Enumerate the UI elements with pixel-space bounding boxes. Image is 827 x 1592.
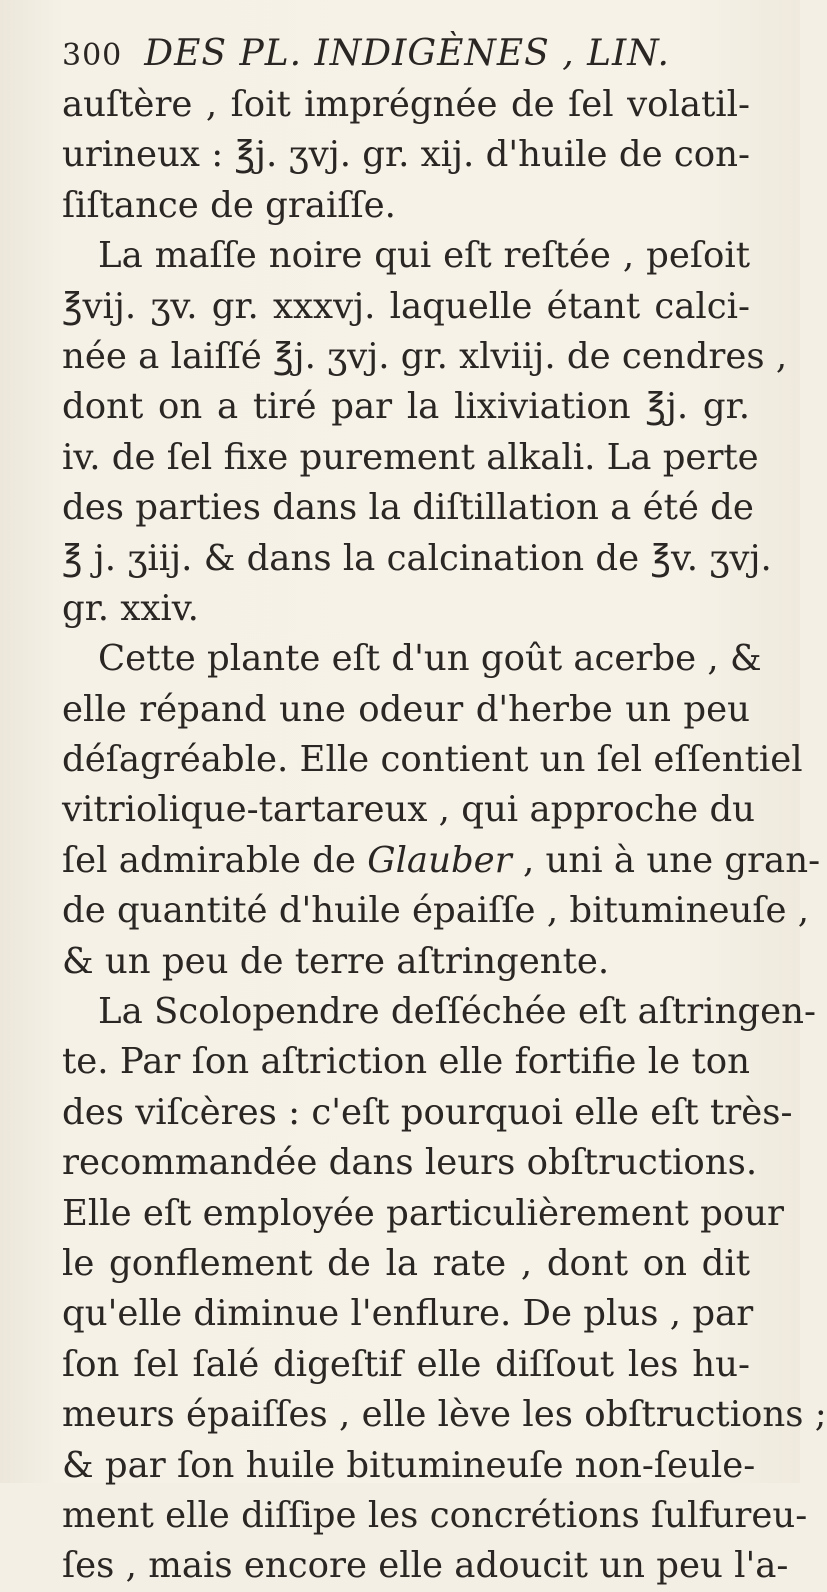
text-line: ℥vij. ʒv. gr. xxxvj. laquelle étant calci- [62,285,750,327]
text-line: des parties dans la diſtillation a été de [62,487,754,529]
text-line: Elle eſt employée particulièrement pour [62,1192,785,1234]
text-line: La Scolopendre deſſéchée eſt aſtringen- [98,991,817,1033]
text-line: elle répand une odeur d'herbe un peu [62,688,750,730]
text-line: meurs épaiſſes , elle lève les obſtructions ; [62,1394,827,1436]
running-title: DES PL. INDIGÈNES , LIN. [144,33,670,74]
text-line: ſiſtance de graiſſe. [62,184,396,226]
text-line: Cette plante eſt d'un goût acerbe , & [98,638,762,680]
text-line: & un peu de terre aſtringente. [62,940,610,982]
text-line: vitriolique-tartareux , qui approche du [62,789,756,831]
text-line: ſel admirable de Glauber , uni à une gran- [62,839,821,881]
text-line: ℥ j. ʒiij. & dans la calcination de ℥v. ʒvj. [62,537,772,579]
text-line: le gonflement de la rate , dont on dit [62,1242,750,1284]
text-line: ſon ſel ſalé digeſtif elle diſſout les hu- [62,1343,750,1385]
text-line: des viſcères : c'eſt pourquoi elle eſt très- [62,1091,793,1133]
text-line: te. Par ſon aſtriction elle fortifie le ton [62,1041,750,1083]
text-line: gr. xxiv. [62,587,199,629]
body-text [62,80,827,1592]
text-line: déſagréable. Elle contient un ſel eſſentiel [62,739,803,781]
text-line: ment elle diſſipe les concrétions ſulfureu- [62,1494,808,1536]
text-line: La maſſe noire qui eſt reſtée , peſoit [98,235,750,277]
text-line: iv. de ſel fixe purement alkali. La perte [62,436,759,478]
running-header [62,30,750,80]
text-line: urineux : ℥j. ʒvj. gr. xij. d'huile de con- [62,134,750,176]
text-line: recommandée dans leurs obſtructions. [62,1142,758,1184]
page-number: 300 [62,38,123,73]
text-line: & par ſon huile bitumineuſe non-ſeule- [62,1444,756,1486]
text-line: de quantité d'huile épaiſſe , bitumineuſe , [62,890,810,932]
text-line: ſes , mais encore elle adoucit un peu l'a- [62,1545,789,1587]
text-line: dont on a tiré par la lixiviation ℥j. gr. [62,386,750,428]
text-line: qu'elle diminue l'enflure. De plus , par [62,1293,754,1335]
text-line: auſtère , ſoit imprégnée de ſel volatil- [62,84,750,125]
italic-name: Glauber [367,839,512,881]
text-line: née a laiſſé ℥j. ʒvj. gr. xlviij. de cendres , [62,335,788,377]
